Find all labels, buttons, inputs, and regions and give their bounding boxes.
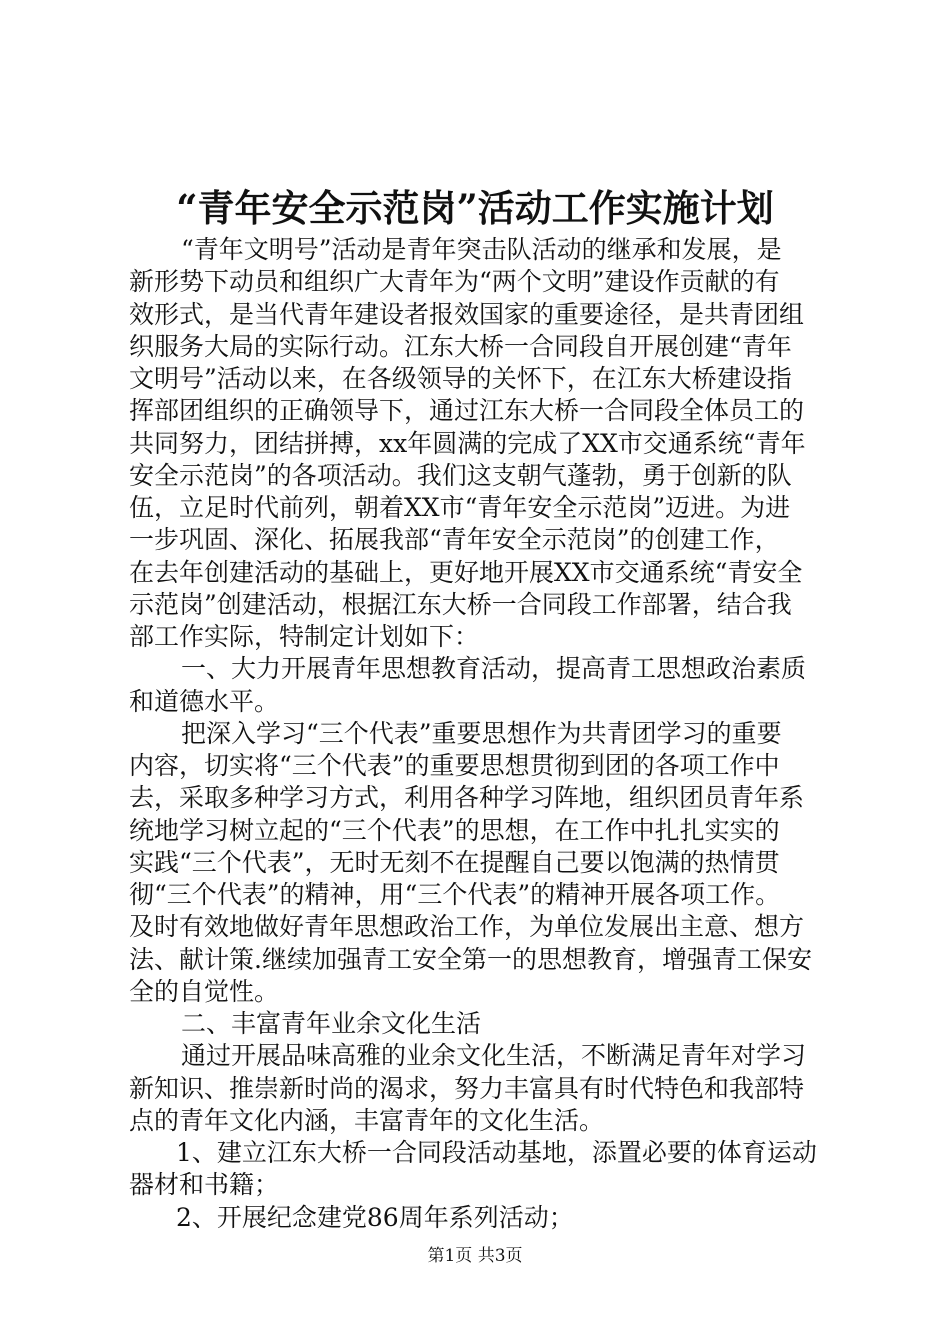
body-line: “青年文明号”活动是青年突击队活动的继承和发展，是 xyxy=(181,235,782,264)
body-line: 挥部团组织的正确领导下，通过江东大桥一合同段全体员工的 xyxy=(129,396,805,426)
body-line: 新知识、推崇新时尚的渴求，努力丰富具有时代特色和我部特 xyxy=(129,1073,805,1103)
body-line: 实践“三个代表”，无时无刻不在提醒自己要以饱满的热情贯 xyxy=(129,847,780,877)
body-line: 文明号”活动以来，在各级领导的关怀下，在江东大桥建设指 xyxy=(129,364,792,393)
body-line: 伍，立足时代前列，朝着XX市“青年安全示范岗”迈进。为进 xyxy=(129,493,791,522)
body-line: 部工作实际，特制定计划如下： xyxy=(129,622,480,651)
body-line: 安全示范岗”的各项活动。我们这支朝气蓬勃，勇于创新的队 xyxy=(129,460,792,490)
body-line: 全的自觉性。 xyxy=(129,976,280,1006)
body-line: 点的青年文化内涵，丰富青年的文化生活。 xyxy=(129,1105,605,1135)
list-item: 1、建立江东大桥一合同段活动基地，添置必要的体育运动 xyxy=(176,1138,817,1167)
body-line: 效形式，是当代青年建设者报效国家的重要途径，是共青团组 xyxy=(129,299,805,329)
body-line: 一步巩固、深化、拓展我部“青年安全示范岗”的创建工作， xyxy=(129,525,780,555)
section-heading-continued: 和道德水平。 xyxy=(129,686,280,716)
body-line: 共同努力，团结拼搏，xx年圆满的完成了XX市交通系统“青年 xyxy=(129,428,806,458)
body-line: 统地学习树立起的“三个代表”的思想，在工作中扎扎实实的 xyxy=(129,815,780,845)
list-item-continued: 器材和书籍； xyxy=(129,1170,280,1200)
page-footer: 第1页 共3页 xyxy=(427,1246,523,1266)
section-heading: 二、丰富青年业余文化生活 xyxy=(181,1009,482,1038)
body-line: 通过开展品味高雅的业余文化生活，不断满足青年对学习 xyxy=(181,1041,807,1071)
body-line: 织服务大局的实际行动。江东大桥一合同段自开展创建“青年 xyxy=(129,331,792,361)
body-line: 及时有效地做好青年思想政治工作，为单位发展出主意、想方 xyxy=(129,912,805,942)
document-title: “青年安全示范岗”活动工作实施计划 xyxy=(176,186,774,230)
body-line: 法、献计策.继续加强青工安全第一的思想教育，增强青工保安 xyxy=(129,944,812,974)
body-line: 新形势下动员和组织广大青年为“两个文明”建设作贡献的有 xyxy=(129,267,780,297)
body-line: 内容，切实将“三个代表”的重要思想贯彻到团的各项工作中 xyxy=(129,751,780,780)
section-heading: 一、大力开展青年思想教育活动，提高青工思想政治素质 xyxy=(181,654,807,684)
list-item: 2、开展纪念建党86周年系列活动； xyxy=(176,1202,574,1232)
body-line: 把深入学习“三个代表”重要思想作为共青团学习的重要 xyxy=(181,718,782,748)
document-body xyxy=(129,234,829,1234)
body-line: 彻“三个代表”的精神，用“三个代表”的精神开展各项工作。 xyxy=(129,880,781,909)
body-line: 在去年创建活动的基础上，更好地开展XX市交通系统“青安全 xyxy=(129,557,803,587)
body-line: 示范岗”创建活动，根据江东大桥一合同段工作部署，结合我 xyxy=(129,589,792,619)
body-line: 去，采取多种学习方式，利用各种学习阵地，组织团员青年系 xyxy=(129,783,805,813)
